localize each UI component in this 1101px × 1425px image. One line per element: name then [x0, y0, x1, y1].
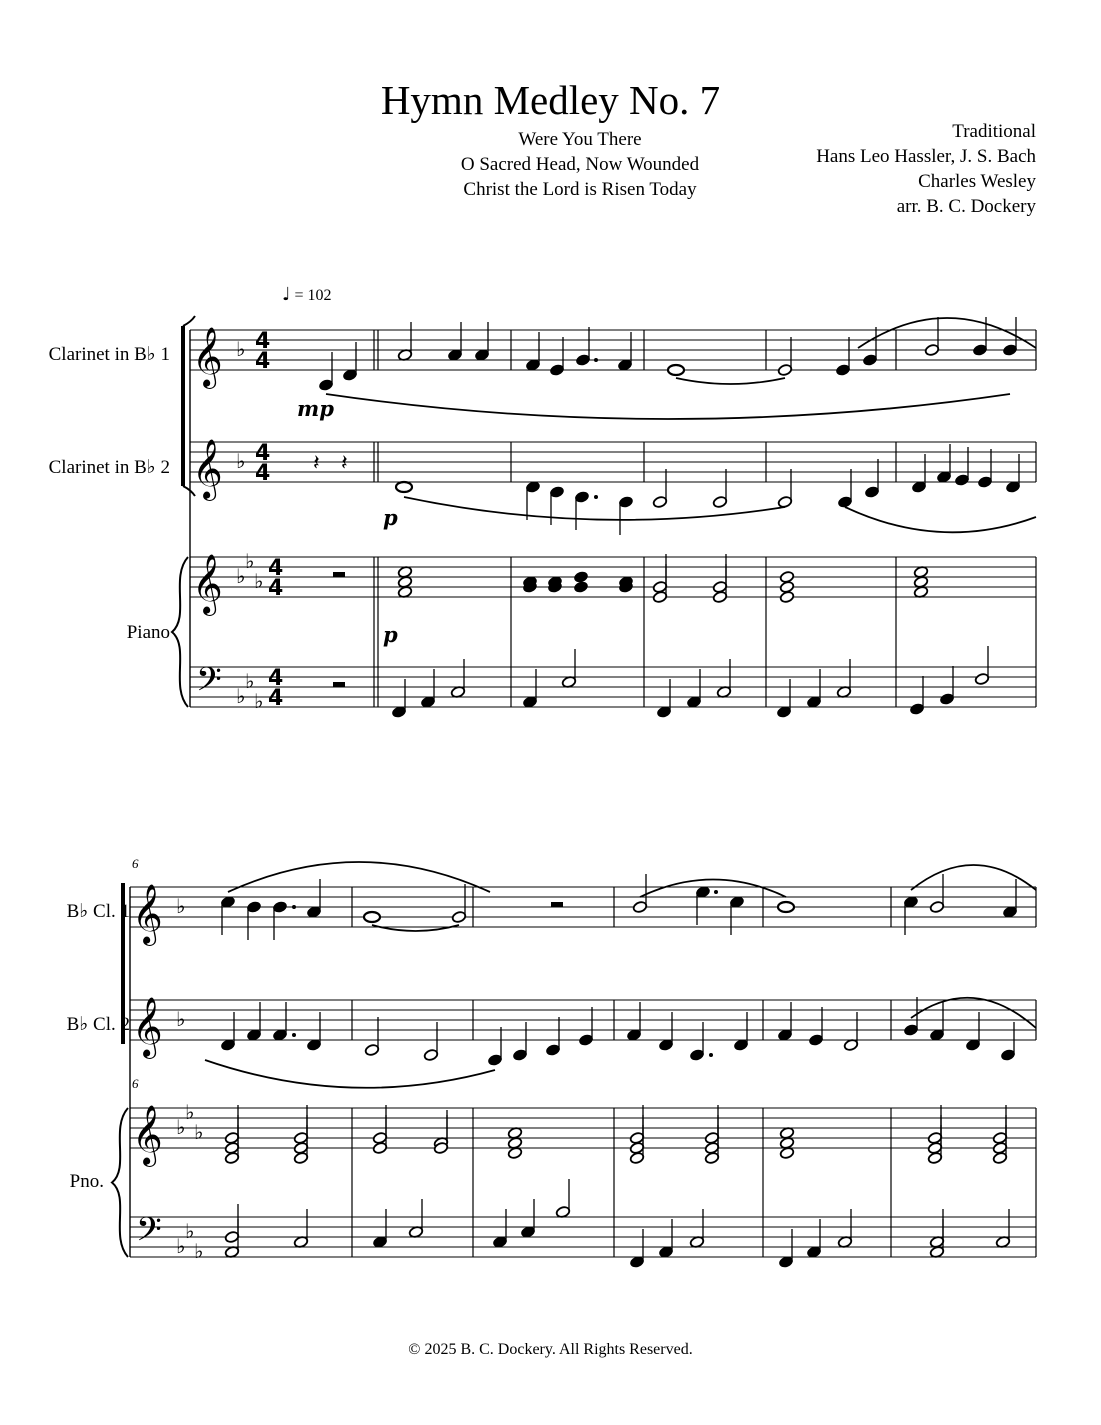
slur-clarinet-2 [404, 497, 785, 520]
tie-clarinet-1 [676, 378, 785, 384]
time-signature: 4 [268, 576, 284, 601]
time-signature: 4 [255, 441, 271, 466]
slur-clarinet-2-b [845, 507, 1036, 532]
quarter-note-icon: ♩ [282, 284, 291, 305]
flat-icon: ♭ [245, 669, 255, 693]
label-clarinet-1: Clarinet in B♭ 1 [48, 344, 170, 365]
note [779, 591, 794, 604]
flat-icon: ♭ [176, 1115, 186, 1139]
label-piano-short: Pno. [69, 1171, 104, 1192]
label-clarinet-1-short: B♭ Cl. 1 [66, 901, 130, 922]
dynamic-piano: p [383, 622, 398, 647]
flat-icon: ♭ [236, 684, 246, 708]
flat-icon: ♭ [254, 569, 264, 593]
whole-note [778, 902, 794, 912]
flat-icon: ♭ [236, 449, 246, 473]
subtitle-3: Christ the Lord is Risen Today [463, 179, 697, 200]
dot [714, 890, 718, 894]
slur-clarinet-2-d [911, 998, 1036, 1028]
whole-note [668, 365, 684, 375]
whole-note [364, 912, 380, 922]
subtitle-1: Were You There [518, 129, 642, 150]
slur-clarinet-1-d [640, 880, 786, 898]
composer-2: Hans Leo Hassler, J. S. Bach [816, 146, 1036, 167]
slur-clarinet-1-e [911, 865, 1036, 890]
composer-3: Charles Wesley [918, 171, 1036, 192]
flat-icon: ♭ [185, 1219, 195, 1243]
treble-clef-icon: 𝄞 [132, 997, 163, 1057]
flat-icon: ♭ [176, 894, 186, 918]
half-rest-icon [551, 902, 563, 907]
note [573, 581, 588, 594]
flat-icon: ♭ [176, 1234, 186, 1258]
flat-icon: ♭ [176, 1007, 186, 1031]
treble-clef-icon: 𝄞 [132, 1105, 163, 1165]
subtitle-2: O Sacred Head, Now Wounded [460, 154, 700, 175]
composer-1: Traditional [952, 121, 1036, 142]
arranger: arr. B. C. Dockery [896, 196, 1036, 217]
dot [594, 495, 598, 499]
slur-clarinet-2-c [205, 1060, 495, 1088]
flat-icon: ♭ [254, 689, 264, 713]
label-clarinet-2-short: B♭ Cl. 2 [66, 1014, 130, 1035]
treble-clef-icon: 𝄞 [192, 554, 223, 614]
dynamic-clarinet-2: p [383, 505, 398, 530]
tempo-value: = 102 [294, 287, 332, 304]
slur-clarinet-1 [326, 394, 1010, 419]
flat-icon: ♭ [236, 337, 246, 361]
flat-icon: ♭ [185, 1100, 195, 1124]
label-clarinet-2: Clarinet in B♭ 2 [48, 457, 170, 478]
half-rest-icon [333, 682, 345, 687]
brace [172, 557, 188, 707]
dynamic-clarinet-1: mp [297, 396, 334, 421]
treble-clef-icon: 𝄞 [192, 439, 223, 499]
dot [709, 1053, 713, 1057]
whole-note [396, 482, 412, 492]
time-signature: 4 [268, 686, 284, 711]
time-signature: 4 [255, 461, 271, 486]
copyright: © 2025 B. C. Dockery. All Rights Reserved. [408, 1341, 693, 1358]
measure-number-piano: 6 [132, 1076, 139, 1091]
dot [292, 905, 296, 909]
treble-clef-icon: 𝄞 [192, 327, 223, 387]
flat-icon: ♭ [194, 1120, 204, 1144]
flat-icon: ♭ [236, 564, 246, 588]
quarter-rest-icon: 𝄽 [313, 451, 320, 476]
dot [594, 358, 598, 362]
dot [292, 1033, 296, 1037]
brace [112, 1108, 128, 1257]
flat-icon: ♭ [194, 1239, 204, 1263]
time-signature: 4 [268, 556, 284, 581]
bracket-end [183, 316, 195, 326]
measure-number-clarinet: 6 [132, 856, 139, 871]
page-title: Hymn Medley No. 7 [380, 77, 721, 123]
time-signature: 4 [268, 666, 284, 691]
time-signature: 4 [255, 329, 271, 354]
half-rest-icon [333, 572, 345, 577]
bass-clef-icon: 𝄢 [136, 1211, 162, 1257]
bass-clef-icon: 𝄢 [196, 661, 222, 707]
treble-clef-icon: 𝄞 [132, 884, 163, 944]
note [573, 571, 588, 584]
slur-clarinet-1-b [858, 318, 1036, 348]
tie-clarinet-1-b [372, 925, 459, 931]
flat-icon: ♭ [245, 549, 255, 573]
label-piano: Piano [126, 622, 170, 643]
quarter-rest-icon: 𝄽 [341, 451, 348, 476]
time-signature: 4 [255, 349, 271, 374]
